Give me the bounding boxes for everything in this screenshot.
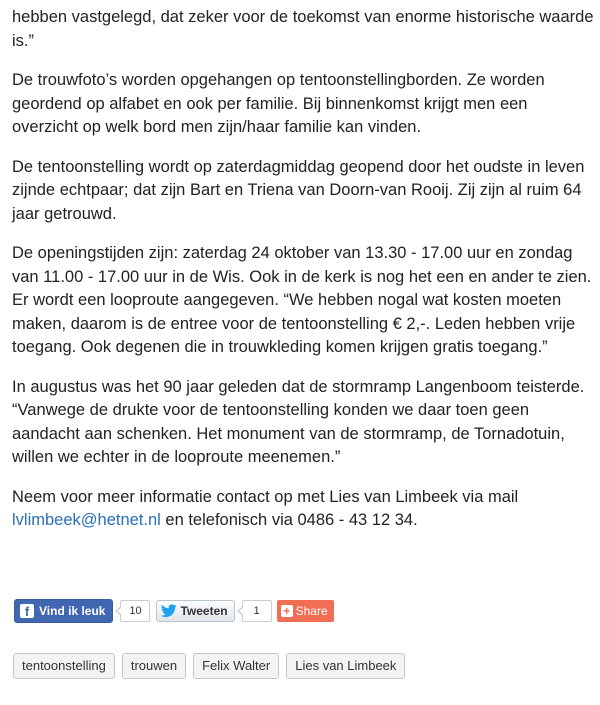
share-button[interactable] xyxy=(277,600,334,622)
tweet-label: Tweeten xyxy=(180,604,228,618)
paragraph: hebben vastgelegd, dat zeker voor de toekomst van enorme historische waarde is.” xyxy=(12,8,594,50)
facebook-like-button[interactable] xyxy=(14,599,113,623)
contact-text: Neem voor meer informatie contact op met Lies van Limbeek via mail xyxy=(12,487,519,506)
facebook-icon: f xyxy=(20,604,34,618)
tag-trouwen[interactable]: trouwen xyxy=(122,653,186,679)
paragraph: De trouwfoto’s worden opgehangen op tentoonstellingborden. Ze worden geordend op alfabet en ook per familie. Bij binnenkomst krijgt men een overzicht op welk bord men zijn/haar familie kan vinden. xyxy=(12,71,545,136)
paragraph: In augustus was het 90 jaar geleden dat de stormramp Langenboom teisterde. “Vanwege de drukte voor de tentoonstelling konden we daar toen geen aandacht aan schenken. Het monument van de stormramp, de Tornadotuin, willen we echter in de looproute meenemen.” xyxy=(12,377,585,466)
plus-icon: + xyxy=(281,605,293,617)
paragraph: De openingstijden zijn: zaterdag 24 oktober van 13.30 - 17.00 uur en zondag van 11.00 - 17.00 uur in de Wis. Ook in de kerk is nog het een en ander te zien. Er wordt een looproute aangegeven. “We hebben nogal wat kosten moeten maken, daarom is de entree voor de tentoonstelling € 2,-. Leden hebben vrije toegang. Ook degenen die in trouwkleding komen krijgen gratis toegang.” xyxy=(12,244,592,356)
facebook-like-label: Vind ik leuk xyxy=(39,604,106,618)
share-label: Share xyxy=(295,604,328,618)
tag-tentoonstelling[interactable]: tentoonstelling xyxy=(13,653,115,679)
contact-phone-text: en telefonisch via 0486 - 43 12 34. xyxy=(160,511,418,529)
tag-lies-van-limbeek[interactable]: Lies van Limbeek xyxy=(286,653,405,679)
twitter-bird-icon xyxy=(161,604,177,618)
tag-felix-walter[interactable]: Felix Walter xyxy=(193,653,279,679)
article-body xyxy=(12,6,594,549)
email-link[interactable]: lvlimbeek@hetnet.nl xyxy=(12,511,161,529)
paragraph: De tentoonstelling wordt op zaterdagmiddag geopend door het oudste in leven zijnde echtpaar; dat zijn Bart en Triena van Doorn-van Rooij. Zij zijn al ruim 64 jaar getrouwd. xyxy=(12,157,585,223)
tweet-button[interactable] xyxy=(156,600,234,622)
tweet-count: 1 xyxy=(242,600,272,622)
tag-list xyxy=(13,653,412,679)
share-bar xyxy=(14,599,334,623)
facebook-like-count: 10 xyxy=(120,600,150,622)
contact-paragraph xyxy=(12,486,594,533)
